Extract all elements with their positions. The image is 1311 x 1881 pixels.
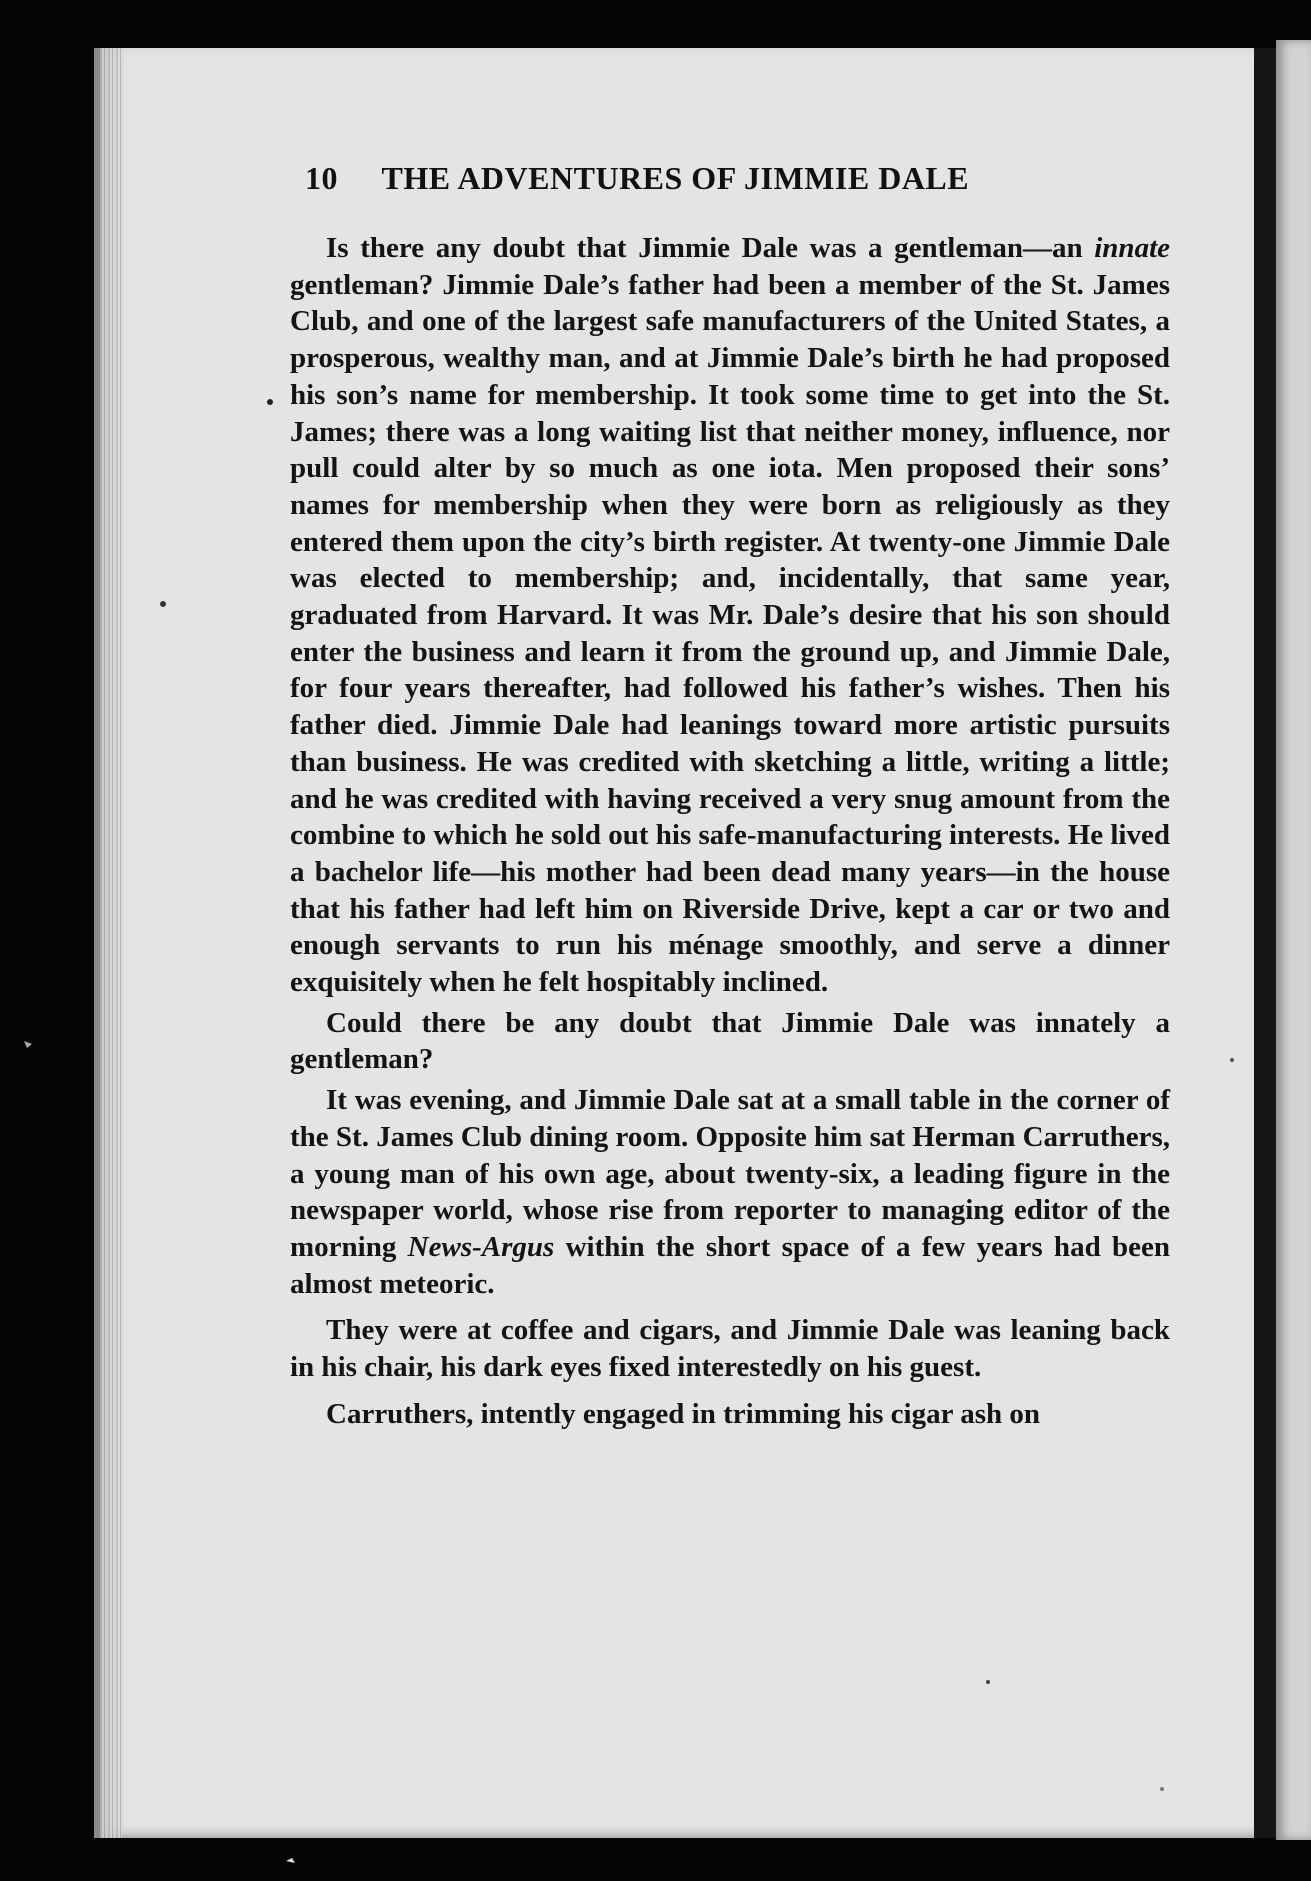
body-text xyxy=(290,230,1170,1433)
paragraph-text-segment: gentleman? Jimmie Dale’s father had been a member of the St. James Club, and one of the largest safe manufacturers of the United States, a prosperous, wealthy man, and at Jimmie Dale’s birth he had proposed his son’s name for membership. It took some time to get into the St. James; there was a long waiting list that neither money, influence, nor pull could alter by so much as one iota. Men proposed their sons’ names for membership when they were born as religiously as they entered them upon the city’s birth register. At twenty-one Jimmie Dale was elected to membership; and, incidentally, that same year, graduated from Harvard. It was Mr. Dale’s desire that his son should enter the business and learn it from the ground up, and Jimmie Dale, for four years thereafter, had followed his father’s wishes. Then his father died. Jimmie Dale had leanings toward more artistic pursuits than business. He was credited with sketching a little, writing a little; and he was credited with having received a very snug amount from the combine to which he sold out his safe-manufacturing interests. He lived a bachelor life—his mother had been dead many years—in the house that his father had left him on Riverside Drive, kept a car or two and enough servants to run his ménage smoothly, and serve a dinner exquisitely when he felt hospitably inclined. xyxy=(290,268,1170,999)
paragraph xyxy=(290,1312,1170,1385)
page-number: 10 xyxy=(305,160,338,196)
binding-edge xyxy=(100,48,122,1838)
running-title: THE ADVENTURES OF JIMMIE DALE xyxy=(381,160,970,196)
next-page-edge xyxy=(1276,40,1311,1840)
italic-emphasis: innate xyxy=(1094,232,1170,264)
paragraph-text-segment: They were at coffee and cigars, and Jimmie Dale was leaning back in his chair, his dark eyes fixed interestedly on his guest. xyxy=(290,1314,1170,1384)
paragraph-text-segment: It was evening, and Jimmie Dale sat at a small table in the corner of the St. James Club dining room. Opposite him sat Herman Carruthers, a young man of his own age, about twenty-six, a leading figure in the newspaper world, whose rise from reporter to managing editor of the morning xyxy=(290,1084,1170,1263)
right-page-gutter xyxy=(1254,48,1276,1838)
scan-speck xyxy=(286,1858,295,1863)
italic-newspaper-title: News-Argus xyxy=(407,1230,555,1263)
scan-speck xyxy=(24,1041,32,1048)
paragraph xyxy=(290,1082,1170,1302)
paragraph-text-segment: Is there any doubt that Jimmie Dale was a gentleman—an xyxy=(326,232,1095,264)
paragraph xyxy=(290,230,1170,1001)
paragraph-text-segment: within the short space of a few years had been almost meteoric. xyxy=(290,1230,1170,1300)
paragraph xyxy=(290,1396,1170,1433)
running-header xyxy=(305,160,1155,197)
paragraph xyxy=(290,1005,1170,1078)
paragraph-text-segment: Carruthers, intently engaged in trimming his cigar ash on xyxy=(326,1397,1040,1430)
paragraph-text-segment: Could there be any doubt that Jimmie Dale was innately a gentleman? xyxy=(290,1006,1170,1076)
